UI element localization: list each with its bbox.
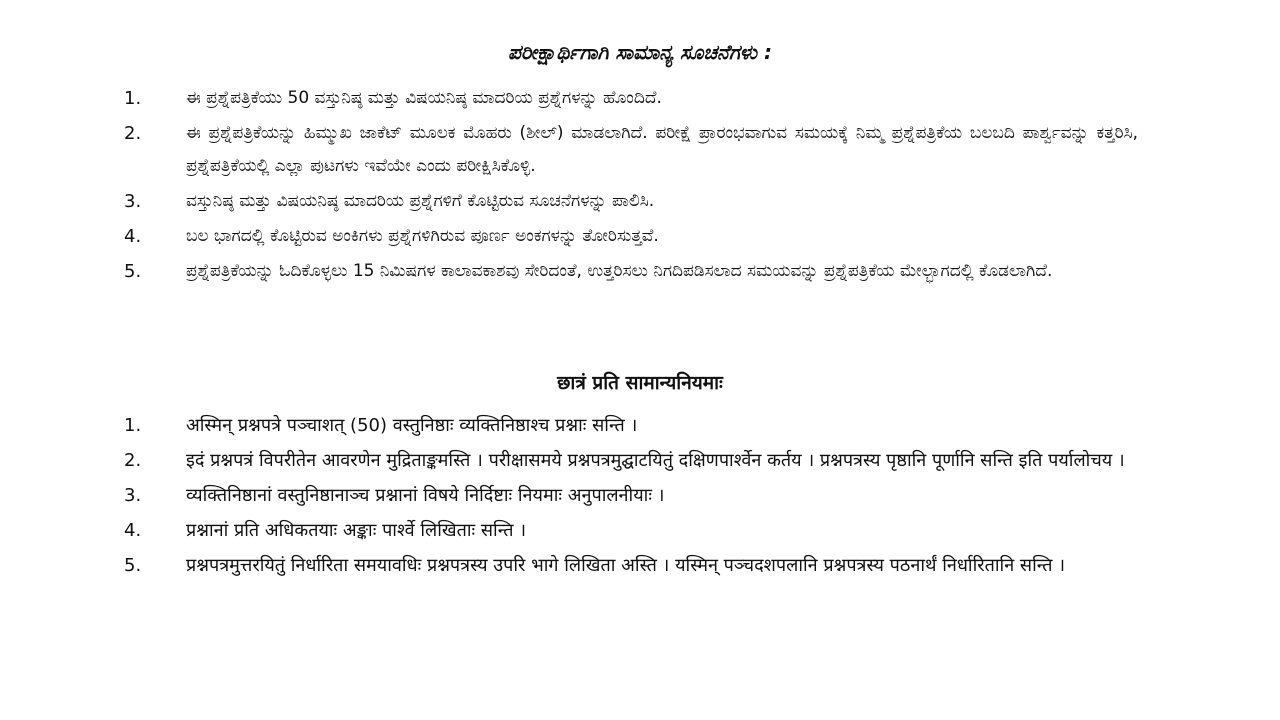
item-text: ವಸ್ತುನಿಷ್ಠ ಮತ್ತು ವಿಷಯನಿಷ್ಠ ಮಾದರಿಯ ಪ್ರಶ್ನೆಗಳಿಗೆ ಕೊಟ್ಟಿರುವ ಸೂಚನೆಗಳನ್ನು ಪಾಲಿಸಿ. bbox=[186, 191, 655, 211]
sanskrit-heading: छात्रं प्रति सामान्यनियमाः bbox=[557, 372, 723, 394]
kannada-heading: ಪರೀಕ್ಷಾರ್ಥಿಗಾಗಿ ಸಾಮಾನ್ಯ ಸೂಚನೆಗಳು : bbox=[508, 40, 772, 64]
list-item bbox=[124, 444, 1138, 477]
list-item bbox=[124, 409, 1138, 442]
list-item bbox=[124, 185, 1138, 218]
list-item bbox=[124, 255, 1138, 288]
item-number: 2. bbox=[124, 123, 142, 144]
item-number: 3. bbox=[124, 191, 142, 212]
item-text: ಈ ಪ್ರಶ್ನೆಪತ್ರಿಕೆಯು 50 ವಸ್ತುನಿಷ್ಠ ಮತ್ತು ವಿಷಯನಿಷ್ಠ ಮಾದರಿಯ ಪ್ರಶ್ನೆಗಳನ್ನು ಹೊಂದಿದೆ. bbox=[186, 88, 662, 108]
item-text: इदं प्रश्नपत्रं विपरीतेन आवरणेन मुद्रिताङ्कमस्ति । परीक्षासमये प्रश्नपत्रमुद्घाटयितुं दक्षिणपार्श्वेन कर्तय । प्रश्नपत्रस्य पृष्ठानि पूर्णानि सन्ति इति पर्यालोचय । bbox=[186, 450, 1125, 471]
item-number: 5. bbox=[124, 261, 142, 282]
item-number: 4. bbox=[124, 520, 142, 541]
list-item bbox=[124, 220, 1138, 253]
item-number: 1. bbox=[124, 415, 142, 436]
list-item bbox=[124, 514, 1138, 547]
item-number: 5. bbox=[124, 555, 142, 576]
item-number: 2. bbox=[124, 450, 142, 471]
item-text: ಈ ಪ್ರಶ್ನೆಪತ್ರಿಕೆಯನ್ನು ಹಿಮ್ಮುಖ ಜಾಕೆಟ್ ಮೂಲಕ ಮೊಹರು (ಶೀಲ್) ಮಾಡಲಾಗಿದೆ. ಪರೀಕ್ಷೆ ಪ್ರಾರಂಭವಾಗುವ ಸಮಯಕ್ಕೆ ನಿಮ್ಮ ಪ್ರಶ್ನೆಪತ್ರಿಕೆಯ ಬಲಬದಿ ಪಾರ್ಶ್ವವನ್ನು ಕತ್ತರಿಸಿ, ಪ್ರಶ್ನೆಪತ್ರಿಕೆಯಲ್ಲಿ ಎಲ್ಲಾ ಪುಟಗಳು ಇವೆಯೇ ಎಂದು ಪರೀಕ್ಷಿಸಿಕೊಳ್ಳಿ. bbox=[186, 123, 1138, 176]
list-item bbox=[124, 479, 1138, 512]
kannada-instruction-list bbox=[124, 82, 1138, 290]
item-number: 4. bbox=[124, 226, 142, 247]
item-text: अस्मिन् प्रश्नपत्रे पञ्चाशत् (50) वस्तुनिष्ठाः व्यक्तिनिष्ठाश्च प्रश्नाः सन्ति । bbox=[186, 415, 638, 436]
item-text: प्रश्नानां प्रति अधिकतयाः अङ्काः पार्श्वे लिखिताः सन्ति । bbox=[186, 520, 527, 541]
item-text: ಪ್ರಶ್ನೆಪತ್ರಿಕೆಯನ್ನು ಓದಿಕೊಳ್ಳಲು 15 ನಿಮಿಷಗಳ ಕಾಲಾವಕಾಶವು ಸೇರಿದಂತೆ, ಉತ್ತರಿಸಲು ನಿಗದಿಪಡಿಸಲಾದ ಸಮಯವನ್ನು ಪ್ರಶ್ನೆಪತ್ರಿಕೆಯ ಮೇಲ್ಭಾಗದಲ್ಲಿ ಕೊಡಲಾಗಿದೆ. bbox=[186, 261, 1053, 281]
list-item bbox=[124, 117, 1138, 183]
item-text: ಬಲ ಭಾಗದಲ್ಲಿ ಕೊಟ್ಟಿರುವ ಅಂಕಿಗಳು ಪ್ರಶ್ನೆಗಳಿಗಿರುವ ಪೂರ್ಣ ಅಂಕಗಳನ್ನು ತೋರಿಸುತ್ತವೆ. bbox=[186, 226, 659, 246]
item-number: 3. bbox=[124, 485, 142, 506]
list-item bbox=[124, 549, 1138, 582]
sanskrit-instruction-list bbox=[124, 409, 1138, 584]
list-item bbox=[124, 82, 1138, 115]
item-text: व्यक्तिनिष्ठानां वस्तुनिष्ठानाञ्च प्रश्नानां विषये निर्दिष्टाः नियमाः अनुपालनीयाः । bbox=[186, 485, 665, 506]
item-number: 1. bbox=[124, 88, 142, 109]
item-text: प्रश्नपत्रमुत्तरयितुं निर्धारिता समयावधिः प्रश्नपत्रस्य उपरि भागे लिखिता अस्ति । यस्मिन् पञ्चदशपलानि प्रश्नपत्रस्य पठनार्थं निर्धारितानि सन्ति । bbox=[186, 555, 1066, 576]
